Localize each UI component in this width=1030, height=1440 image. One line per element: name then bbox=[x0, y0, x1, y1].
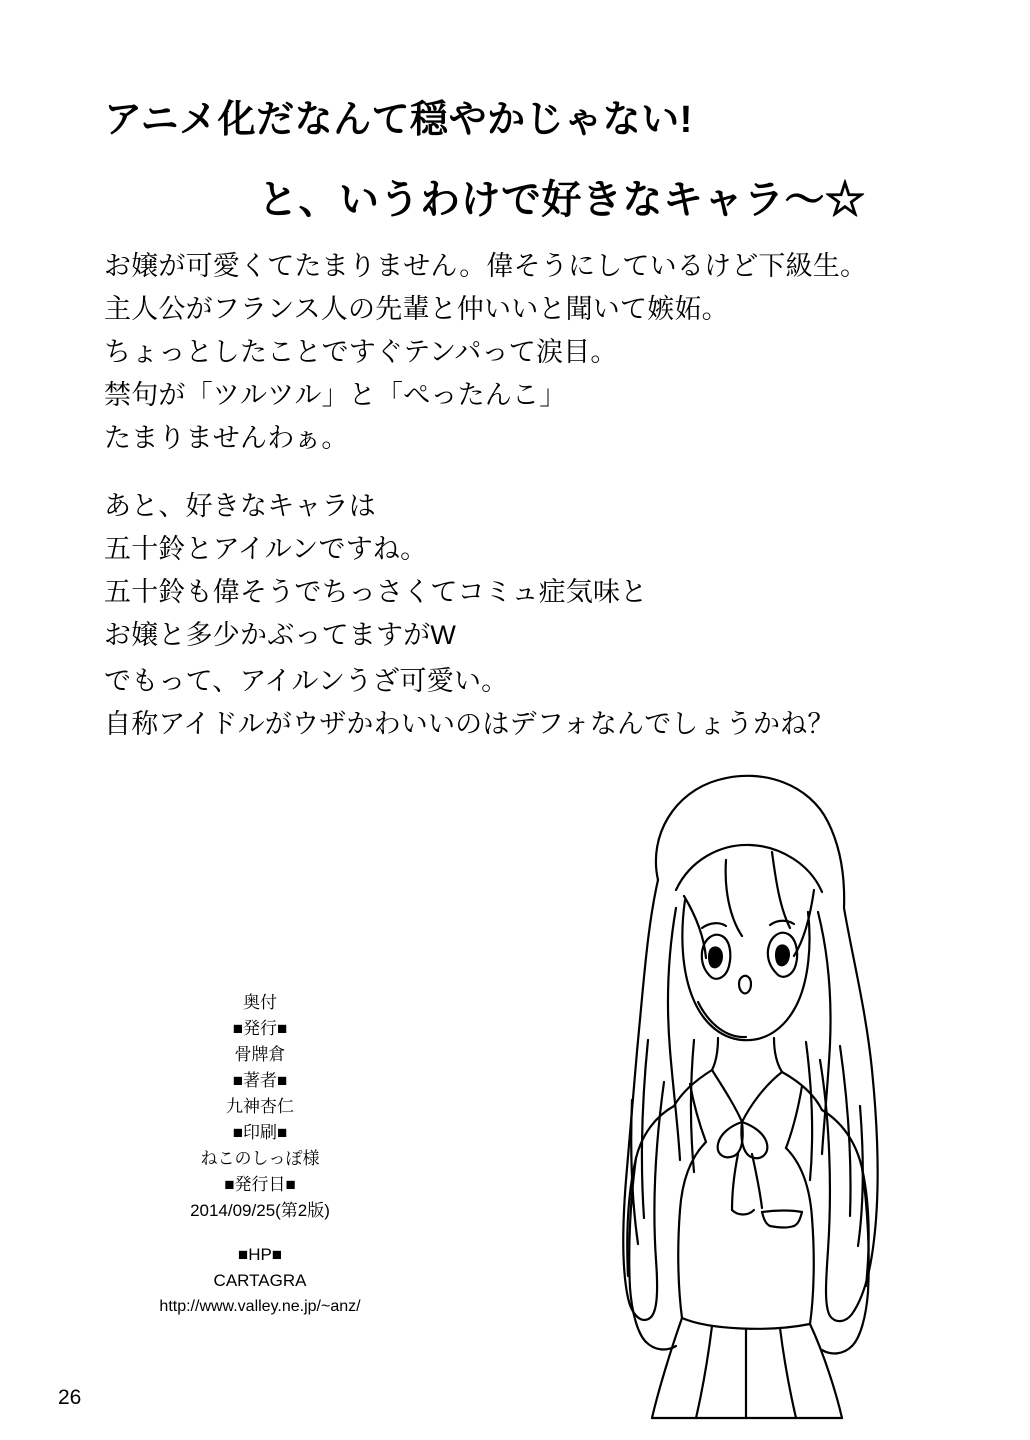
colophon-block bbox=[110, 990, 410, 1320]
colophon-publisher-value: 骨牌倉 bbox=[234, 1045, 286, 1064]
colophon-hp-name: CARTAGRA bbox=[213, 1271, 307, 1290]
page-title-line-2: と、いうわけで好きなキャラ～☆ bbox=[258, 178, 866, 222]
colophon-hp-label: ■HP■ bbox=[237, 1245, 283, 1264]
body-line: ちょっとしたことですぐテンパって涙目。 bbox=[104, 337, 618, 367]
colophon-author-value: 九神杏仁 bbox=[226, 1097, 294, 1116]
colophon-hp-url[interactable]: http://www.valley.ne.jp/~anz/ bbox=[159, 1298, 361, 1315]
colophon-date-value: 2014/09/25(第2版) bbox=[190, 1201, 330, 1220]
colophon-heading: 奥付 bbox=[243, 993, 277, 1012]
page-number: 26 bbox=[58, 1386, 82, 1409]
body-line: でもって、アイルンうざ可愛い。 bbox=[104, 666, 509, 696]
illustration-line-art-girl bbox=[480, 740, 950, 1420]
body-paragraph-3 bbox=[104, 660, 835, 746]
colophon-author-label: ■著者■ bbox=[232, 1071, 288, 1090]
colophon-publisher-label: ■発行■ bbox=[232, 1019, 288, 1038]
body-paragraph-1 bbox=[104, 245, 867, 460]
body-paragraph-2 bbox=[104, 485, 647, 657]
body-line: 主人公がフランス人の先輩と仲いいと聞いて嫉妬。 bbox=[104, 294, 729, 324]
body-line: 禁句が「ツルツル」と「ぺったんこ」 bbox=[104, 380, 567, 410]
body-line: 五十鈴とアイルンですね。 bbox=[104, 534, 428, 564]
colophon-spacer bbox=[110, 1224, 410, 1242]
body-line: 自称アイドルがウザかわいいのはデフォなんでしょうかね？ bbox=[104, 709, 835, 739]
colophon-date-label: ■発行日■ bbox=[224, 1175, 296, 1194]
body-line: たまりませんわぁ。 bbox=[104, 423, 349, 453]
body-line: あと、好きなキャラは bbox=[104, 491, 376, 521]
colophon-printer-value: ねこのしっぽ様 bbox=[200, 1149, 320, 1168]
colophon-printer-label: ■印刷■ bbox=[232, 1123, 288, 1142]
body-line: お嬢と多少かぶってますがW bbox=[104, 620, 457, 650]
body-line: 五十鈴も偉そうでちっさくてコミュ症気味と bbox=[104, 577, 648, 607]
page-title-line-1: アニメ化だなんて穏やかじゃない! bbox=[104, 99, 693, 141]
body-line: お嬢が可愛くてたまりません。偉そうにしているけど下級生。 bbox=[104, 251, 868, 281]
